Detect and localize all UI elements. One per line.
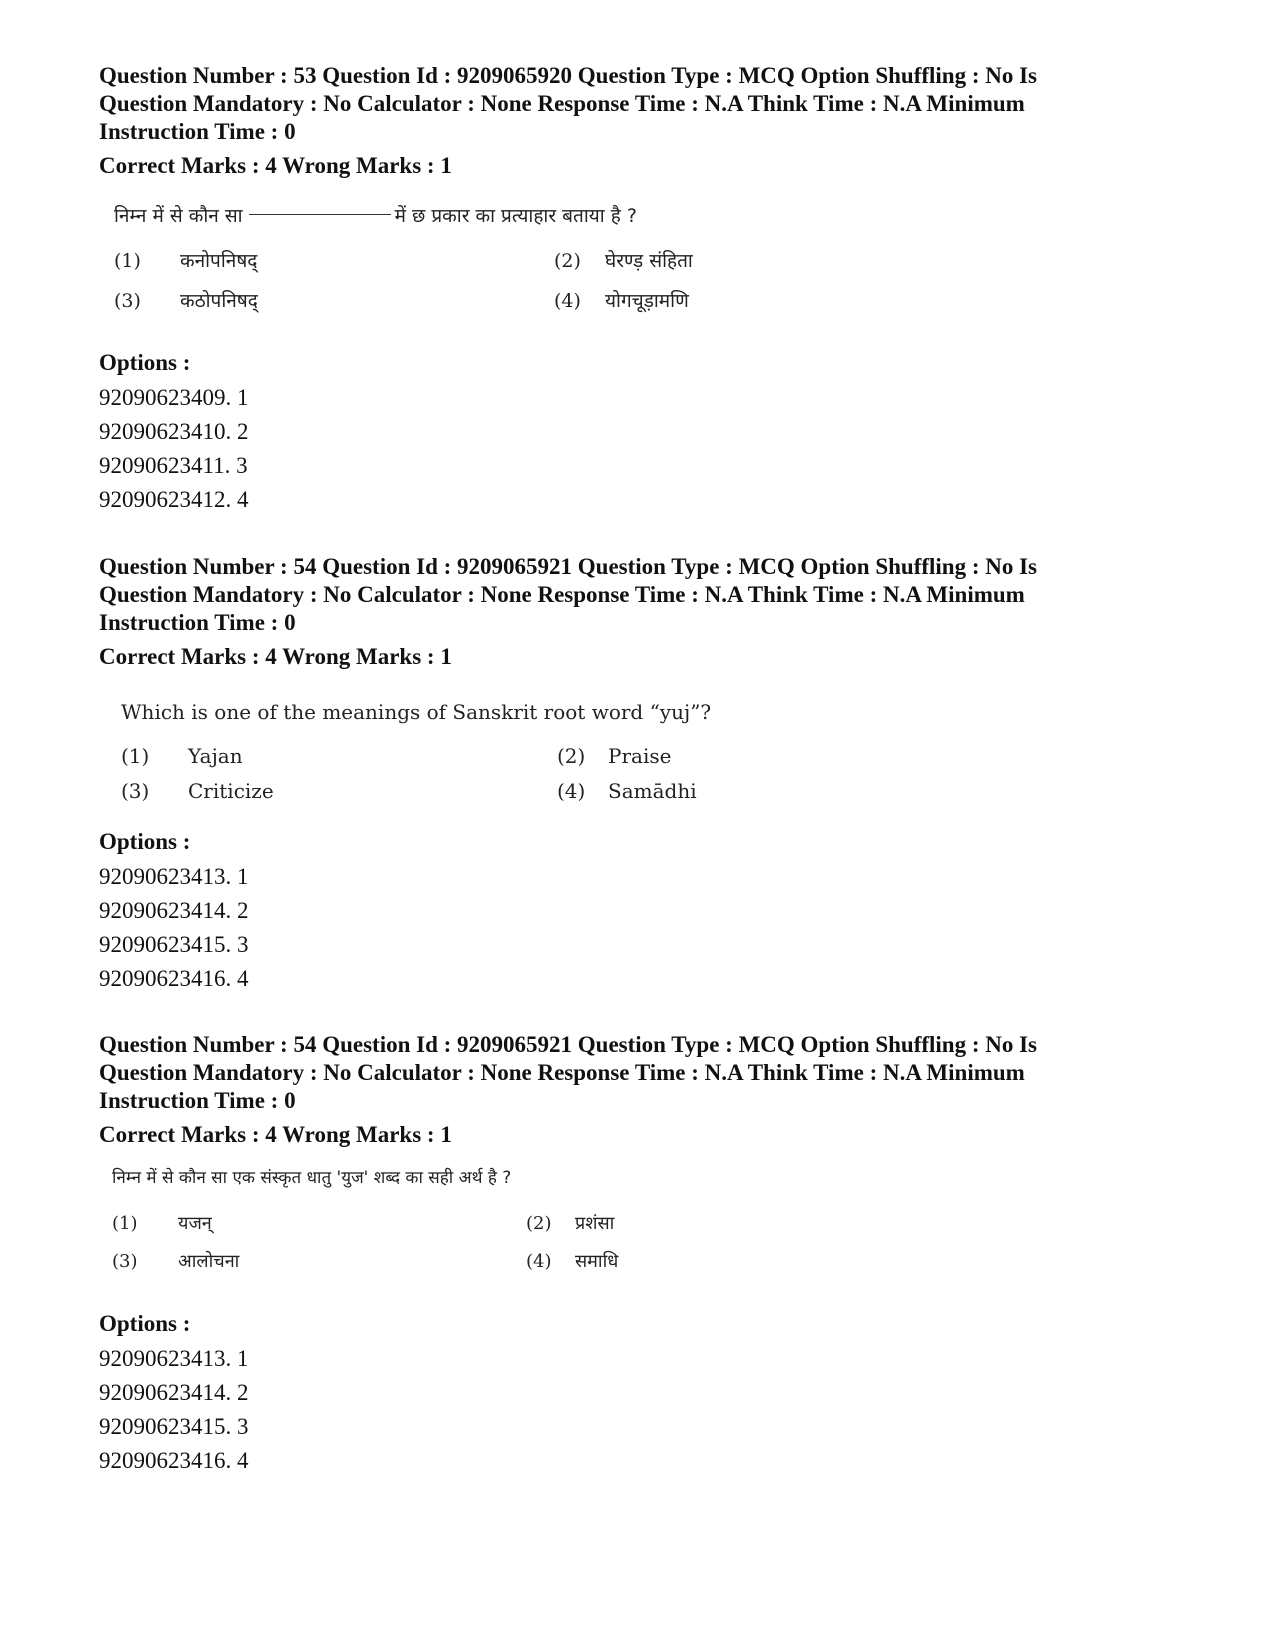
- choice-text: Criticize: [188, 779, 274, 803]
- option-item: 92090623413. 1: [99, 1346, 249, 1371]
- choice-3: [121, 779, 274, 803]
- choice-number: (2): [554, 250, 581, 272]
- choice-number: (3): [121, 779, 150, 803]
- question-stem: निम्न में से कौन सा एक संस्कृत धातु 'युज' शब्द का सही अर्थ है ?: [112, 1168, 512, 1188]
- question-stem: Which is one of the meanings of Sanskrit root word “yuj”?: [121, 700, 712, 724]
- question-marks: Correct Marks : 4 Wrong Marks : 1: [99, 644, 452, 669]
- question-image: [99, 700, 859, 820]
- option-item: 92090623414. 2: [99, 898, 249, 923]
- choice-3: [112, 1249, 239, 1273]
- choice-number: (4): [554, 290, 581, 312]
- question-header: Question Number : 53 Question Id : 9209065920 Question Type : MCQ Option Shuffling : No Is Question Mandatory : No Calculator : None Response Time : N.A Think Time : N.A Minimum Instruction Time : 0: [99, 63, 1038, 144]
- question-block-54: [99, 553, 1199, 671]
- question-block-53: [99, 62, 1199, 180]
- choice-number: (4): [526, 1251, 552, 1272]
- choice-text: यजन्: [178, 1213, 212, 1234]
- question-marks: Correct Marks : 4 Wrong Marks : 1: [99, 1122, 452, 1147]
- choice-text: Yajan: [188, 744, 243, 768]
- question-image: [99, 195, 859, 325]
- choice-4: [557, 779, 697, 803]
- choice-number: (1): [112, 1213, 138, 1234]
- choice-text: घेरण्ड़ संहिता: [605, 250, 693, 272]
- options-title: Options :: [99, 829, 191, 854]
- choice-1: [112, 1211, 212, 1235]
- question-header: Question Number : 54 Question Id : 9209065921 Question Type : MCQ Option Shuffling : No Is Question Mandatory : No Calculator : None Response Time : N.A Think Time : N.A Minimum Instruction Time : 0: [99, 1032, 1038, 1113]
- choice-number: (3): [114, 290, 141, 312]
- choice-number: (3): [112, 1251, 138, 1272]
- choice-number: (2): [557, 744, 586, 768]
- options-list: [99, 349, 1199, 517]
- option-item: 92090623415. 3: [99, 1414, 249, 1439]
- choice-2: [526, 1211, 614, 1235]
- options-list: [99, 1310, 1199, 1478]
- option-item: 92090623416. 4: [99, 966, 249, 991]
- question-header: Question Number : 54 Question Id : 9209065921 Question Type : MCQ Option Shuffling : No Is Question Mandatory : No Calculator : None Response Time : N.A Think Time : N.A Minimum Instruction Time : 0: [99, 554, 1038, 635]
- option-item: 92090623411. 3: [99, 453, 248, 478]
- question-image: [99, 1165, 859, 1285]
- option-item: 92090623413. 1: [99, 864, 249, 889]
- choice-1: [121, 744, 243, 768]
- question-marks: Correct Marks : 4 Wrong Marks : 1: [99, 153, 452, 178]
- option-item: 92090623410. 2: [99, 419, 249, 444]
- choice-text: आलोचना: [178, 1251, 240, 1272]
- choice-2: [557, 744, 671, 768]
- choice-text: कनोपनिषद्: [180, 250, 258, 272]
- choice-number: (1): [114, 250, 141, 272]
- question-block-54-hindi: [99, 1031, 1199, 1149]
- choice-number: (2): [526, 1213, 552, 1234]
- question-stem-part2: में छ प्रकार का प्रत्याहार बताया है ?: [394, 205, 637, 227]
- choice-3: [114, 287, 258, 313]
- options-list: [99, 828, 1199, 996]
- choice-text: कठोपनिषद्: [180, 290, 258, 312]
- choice-text: योगचूड़ामणि: [605, 290, 689, 312]
- option-item: 92090623409. 1: [99, 385, 249, 410]
- fill-blank-line: [249, 214, 391, 215]
- question-stem: [114, 202, 637, 228]
- option-item: 92090623416. 4: [99, 1448, 249, 1473]
- options-title: Options :: [99, 1311, 191, 1336]
- choice-2: [554, 247, 693, 273]
- choice-1: [114, 247, 257, 273]
- question-stem-part1: निम्न में से कौन सा: [114, 205, 243, 227]
- choice-4: [526, 1249, 618, 1273]
- option-item: 92090623414. 2: [99, 1380, 249, 1405]
- choice-text: समाधि: [575, 1251, 619, 1272]
- choice-4: [554, 287, 689, 313]
- choice-text: Samādhi: [608, 779, 697, 803]
- choice-number: (4): [557, 779, 586, 803]
- option-item: 92090623412. 4: [99, 487, 249, 512]
- choice-text: प्रशंसा: [575, 1213, 615, 1234]
- option-item: 92090623415. 3: [99, 932, 249, 957]
- choice-number: (1): [121, 744, 150, 768]
- options-title: Options :: [99, 350, 191, 375]
- choice-text: Praise: [608, 744, 672, 768]
